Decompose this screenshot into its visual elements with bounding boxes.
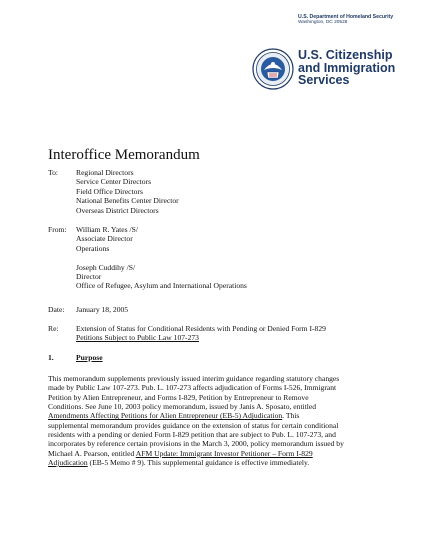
recipient: Field Office Directors xyxy=(76,186,143,196)
agency-name: U.S. Department of Homeland Security xyxy=(298,14,394,20)
uscis-logo-text xyxy=(298,49,395,87)
logo-line-3: Services xyxy=(298,73,350,87)
recipient: Service Center Directors xyxy=(76,177,152,187)
memo-title: Interoffice Memorandum xyxy=(48,147,200,163)
date-label: Date: xyxy=(48,305,65,314)
agency-address: Washington, DC 20528 xyxy=(298,20,348,25)
paragraph-line: This memorandum supplements previously issued interim guidance regarding statutory changes xyxy=(48,374,340,383)
paragraph-text: . This xyxy=(282,411,300,421)
paragraph-line: Conditions. See June 10, 2003 policy memorandum, issued by Janis A. Sposato, entitled xyxy=(48,402,317,412)
sender-name: Joseph Cuddihy /S/ xyxy=(76,262,136,272)
paragraph-line: made by Public Law 107-273. Pub. L. 107-273 affects adjudication of Forms I-526, Immigrant xyxy=(48,383,337,393)
subject-line-1: Extension of Status for Conditional Residents with Pending or Denied Form I-829 xyxy=(76,324,326,333)
section-heading xyxy=(48,353,103,362)
to-label: To: xyxy=(48,168,59,177)
dhs-seal-icon xyxy=(252,48,294,90)
sender-title: Associate Director xyxy=(76,234,133,244)
agency-header xyxy=(298,14,418,26)
sender-office: Office of Refugee, Asylum and International Operations xyxy=(76,281,247,291)
from-senders xyxy=(76,225,247,291)
paragraph-text: (EB-5 Memo # 9). This supplemental guidance is effective immediately. xyxy=(87,458,310,468)
memo-reference-link: AFM Update: Immigrant Investor Petitioner – Form I-829 xyxy=(135,448,313,458)
sender-office: Operations xyxy=(76,243,110,253)
recipient: National Benefits Center Director xyxy=(76,196,179,206)
paragraph-line: Petition by Alien Entrepreneur, and Forms I-829, Petition by Entrepreneur to Remove xyxy=(48,392,309,402)
paragraph-line: incorporates by reference certain provisions in the March 3, 2000, policy memorandum issued by xyxy=(48,439,344,449)
paragraph-text: Michael A. Pearson, entitled xyxy=(48,448,136,458)
sender-name: William R. Yates /S/ xyxy=(76,225,138,234)
recipient: Overseas District Directors xyxy=(76,205,159,215)
recipient: Regional Directors xyxy=(76,168,134,177)
purpose-paragraph xyxy=(48,374,388,467)
from-label: From: xyxy=(48,225,67,234)
section-title: Purpose xyxy=(76,353,103,362)
paragraph-line xyxy=(48,458,388,467)
paragraph-line xyxy=(48,411,388,420)
paragraph-line: supplemental memorandum provides guidance on the extension of status for certain conditional xyxy=(48,420,339,430)
memo-reference-link: Amendments Affecting Petitions for Alien Entrepreneur (EB-5) Adjudication xyxy=(48,411,283,421)
subject-line-2: Petitions Subject to Public Law 107-273 xyxy=(76,333,199,343)
logo-line-2: and Immigration xyxy=(298,60,396,75)
logo-line-1: U.S. Citizenship xyxy=(298,48,393,62)
memo-reference-link: Adjudication xyxy=(48,458,88,468)
paragraph-line xyxy=(48,449,388,458)
paragraph-line: residents with a pending or denied Form I-829 petition that are subject to Pub. L. 107-273, and xyxy=(48,430,336,440)
sender-title: Director xyxy=(76,272,102,282)
date-value: January 18, 2005 xyxy=(76,305,129,314)
to-recipients xyxy=(76,168,179,215)
subject-label: Re: xyxy=(48,324,59,333)
section-number: 1. xyxy=(48,353,54,362)
